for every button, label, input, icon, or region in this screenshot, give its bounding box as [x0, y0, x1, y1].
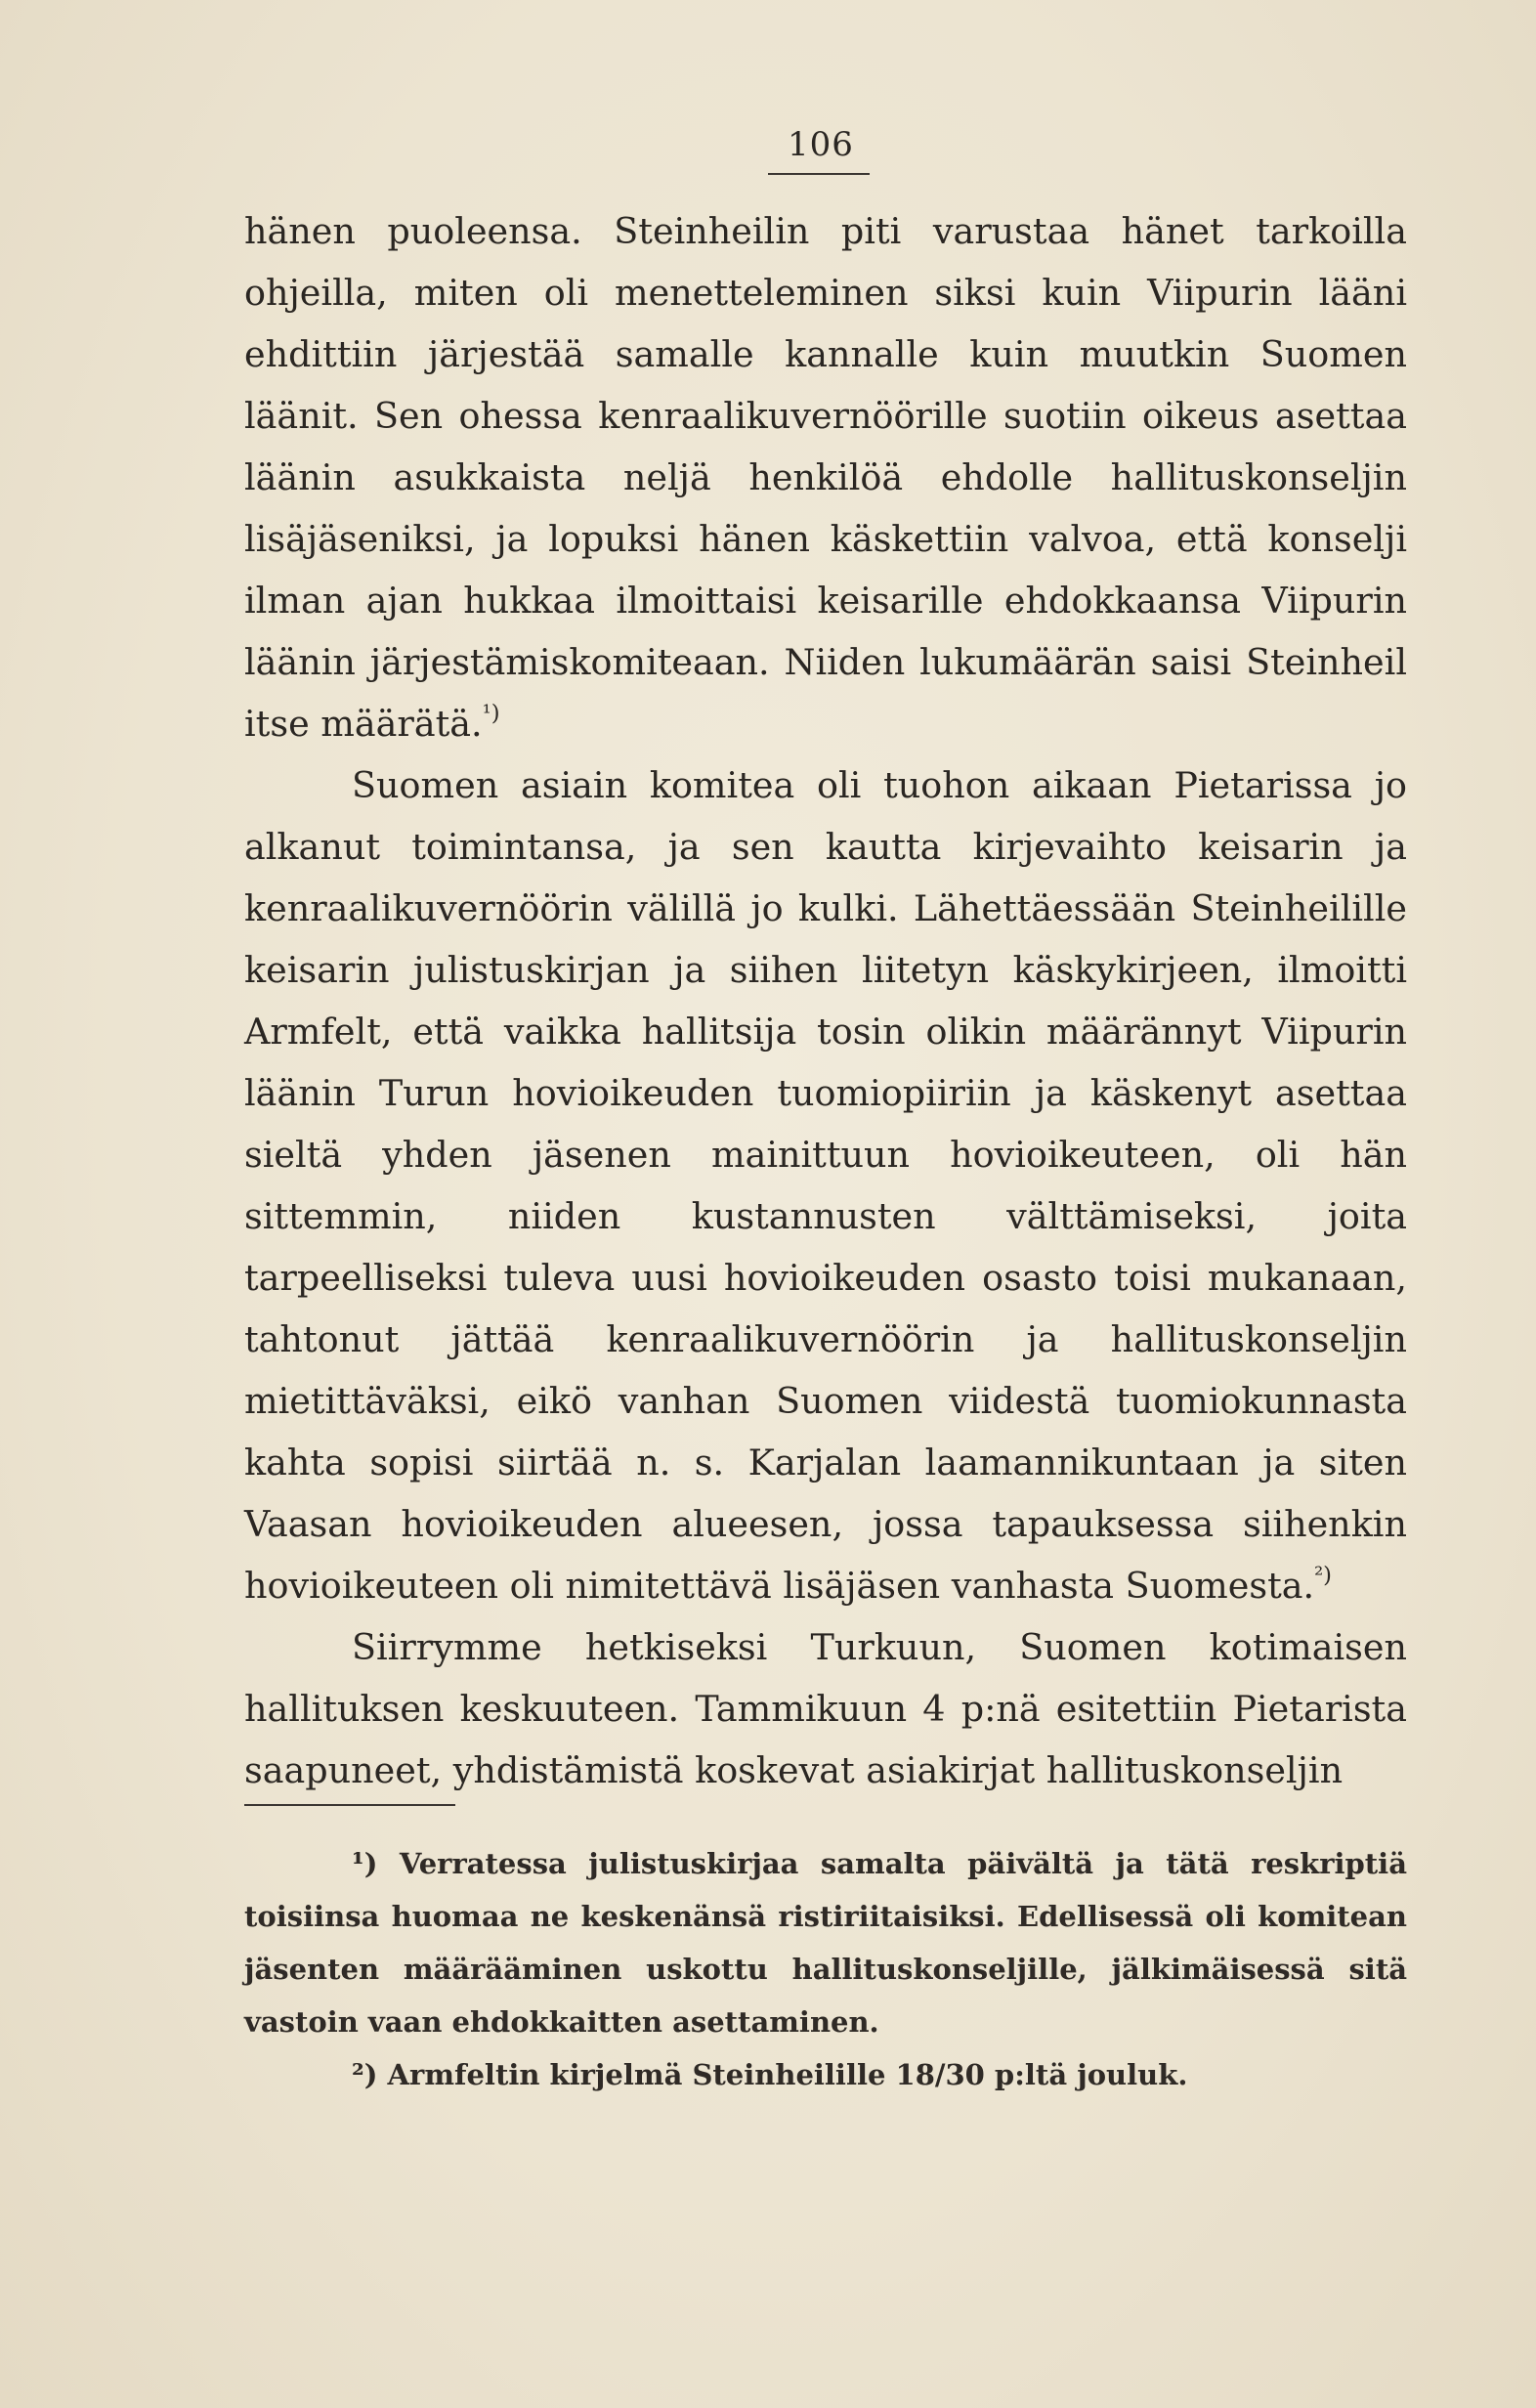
- footnote-text: Verratessa julistuskirjaa samalta päivältä ja tätä reskriptiä toisiinsa huomaa ne keskenänsä ristiriitaisiksi. Edellisessä oli komitean jäsenten määrääminen uskottu hallituskonseljille, jälkimäisessä sitä vastoin vaan ehdokkaitten asettaminen.: [244, 1847, 1407, 2039]
- body-text: [244, 200, 1407, 1801]
- footnote-text: Armfeltin kirjelmä Steinheilille 18/30 p:ltä jouluk.: [387, 2058, 1188, 2091]
- footnote-reference-1: ¹): [482, 701, 500, 727]
- footnote-1: [244, 1837, 1407, 2048]
- paragraph-text: Suomen asiain komitea oli tuohon aikaan Pietarissa jo alkanut toimintansa, ja sen kautta kirjevaihto keisarin ja kenraalikuvernöörin välillä jo kulki. Lähettäessään Steinheilille keisarin julistuskirjan ja siihen liitetyn käskykirjeen, ilmoitti Armfelt, että vaikka hallitsija tosin olikin määrännyt Viipurin läänin Turun hovioikeuden tuomiopiiriin ja käskenyt asettaa sieltä yhden jäsenen mainittuun hovioikeuteen, oli hän sittemmin, niiden kustannusten välttämiseksi, joita tarpeelliseksi tuleva uusi hovioikeuden osasto toisi mukanaan, tahtonut jättää kenraalikuvernöörin ja hallituskonseljin mietittäväksi, eikö vanhan Suomen viidestä tuomiokunnasta kahta sopisi siirtää n. s. Karjalan laamannikuntaan ja siten Vaasan hovioikeuden alueesen, jossa tapauksessa siihenkin hovioikeuteen oli nimitettävä lisäjäsen vanhasta Suomesta.: [244, 764, 1407, 1607]
- paragraph-2: [244, 754, 1407, 1616]
- footnote-marker: ²): [352, 2058, 378, 2091]
- footnote-separator: [244, 1804, 455, 1806]
- paragraph-3: [244, 1616, 1407, 1801]
- page-number-rule: [768, 173, 870, 175]
- footnotes: [244, 1837, 1407, 2101]
- footnote-reference-2: ²): [1314, 1563, 1333, 1589]
- footnote-marker: ¹): [352, 1847, 378, 1880]
- footnote-2: [244, 2048, 1407, 2101]
- paragraph-text: hänen puoleensa. Steinheilin piti varustaa hänet tarkoilla ohjeilla, miten oli menetteleminen siksi kuin Viipurin lääni ehdittiin järjestää samalle kannalle kuin muutkin Suomen läänit. Sen ohessa kenraalikuvernöörille suotiin oikeus asettaa läänin asukkaista neljä henkilöä ehdolle hallituskonseljin lisäjäseniksi, ja lopuksi hänen käskettiin valvoa, että konselji ilman ajan hukkaa ilmoittaisi keisarille ehdokkaansa Viipurin läänin järjestämiskomiteaan. Niiden lukumäärän saisi Steinheil itse määrätä.: [244, 210, 1407, 745]
- paragraph-text: Siirrymme hetkiseksi Turkuun, Suomen kotimaisen hallituksen keskuuteen. Tammikuun 4 p:nä esitettiin Pietarista saapuneet, yhdistämistä koskevat asiakirjat hallituskonseljin: [244, 1626, 1407, 1791]
- paragraph-1: [244, 200, 1407, 754]
- page-number: 106: [788, 125, 854, 164]
